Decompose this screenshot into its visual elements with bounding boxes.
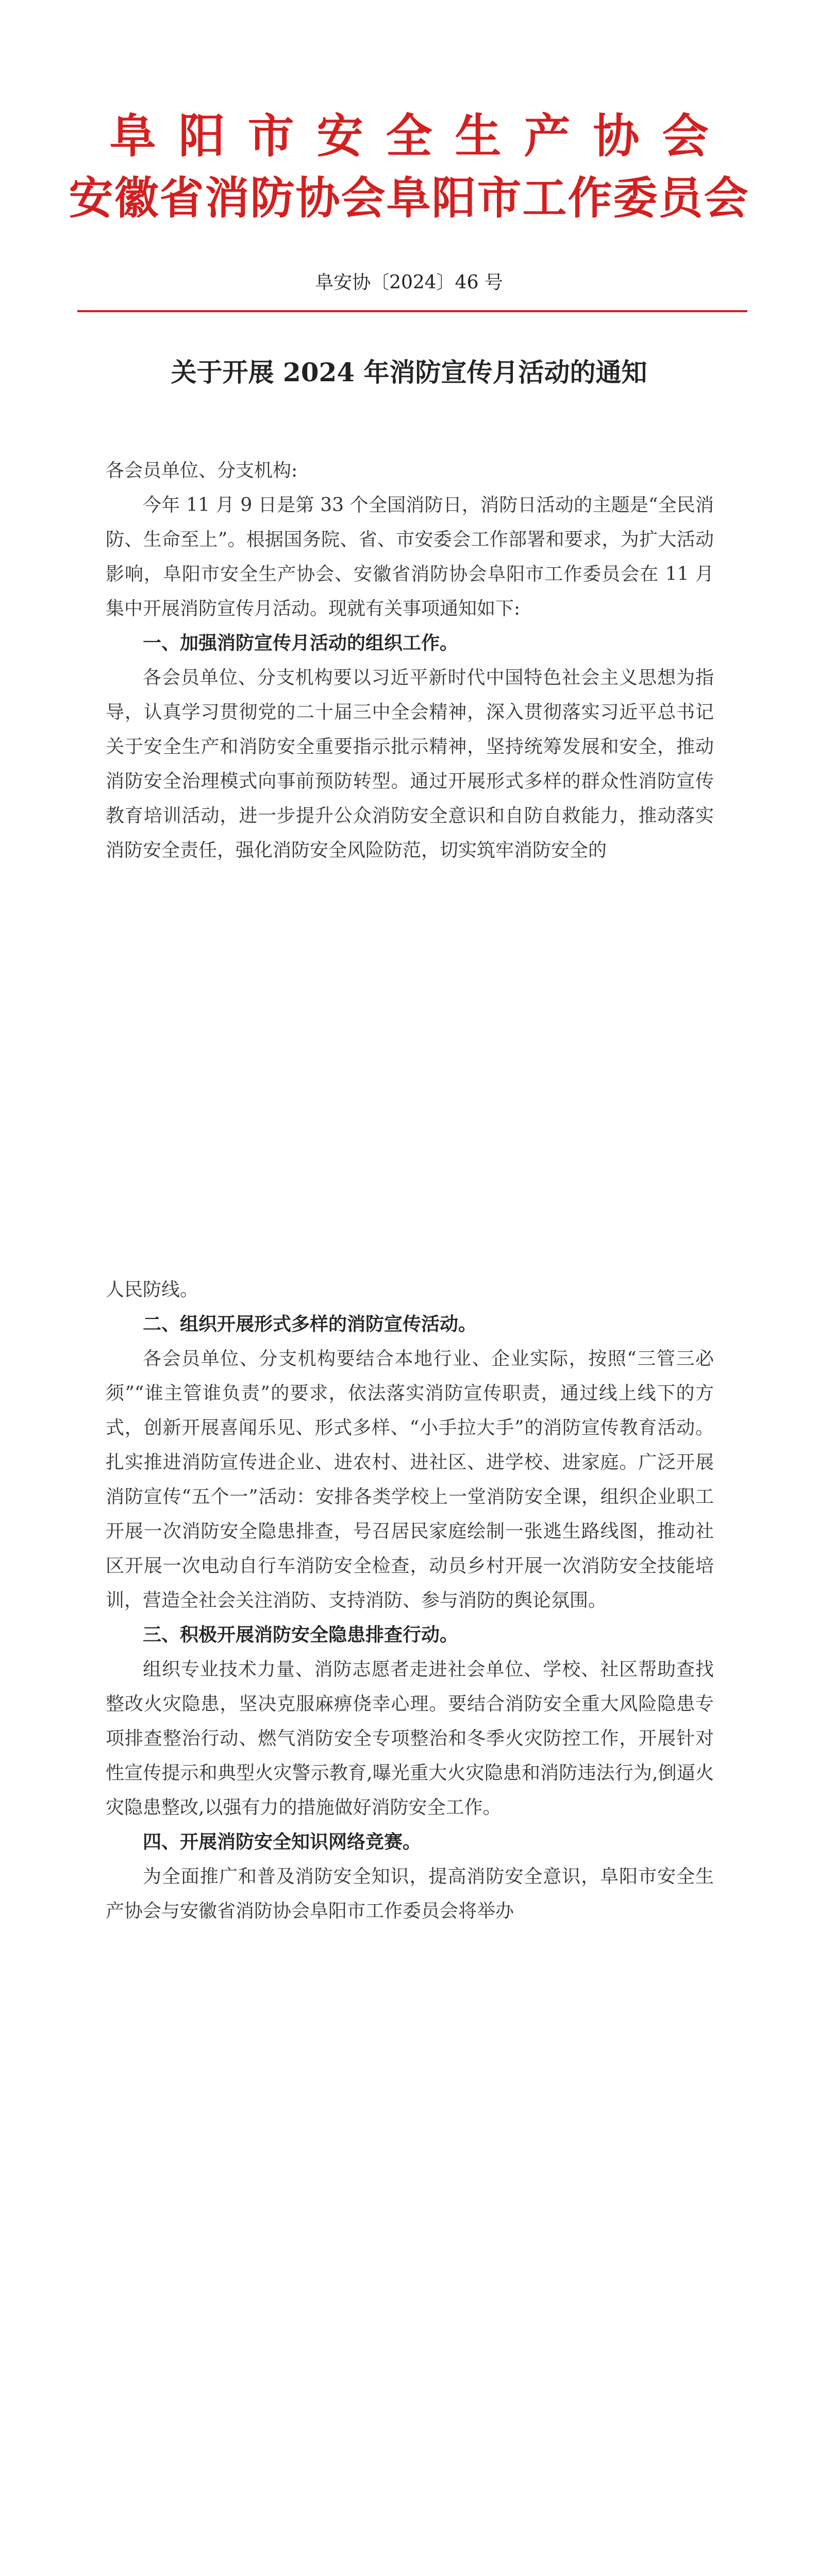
section-2-text: 各会员单位、分支机构要结合本地行业、企业实际，按照“三管三必须”“谁主管谁负责”的要求，依法落实消防宣传职责，通过线上线下的方式，创新开展喜闻乐见、形式多样、“小手拉大手”的消防宣传教育活动。扎实推进消防宣传进企业、进农村、进社区、进学校、进家庭。广泛开展消防宣传“五个一”活动：安排各类学校上一堂消防安全课，组织企业职工开展一次消防安全隐患排查，号召居民家庭绘制一张逃生路线图，推动社区开展一次电动自行车消防安全检查，动员乡村开展一次消防安全技能培训，营造全社会关注消防、支持消防、参与消防的舆论氛围。 bbox=[106, 1348, 714, 1611]
org-name-line2: 安徽省消防协会阜阳市工作委员会 bbox=[69, 173, 749, 224]
section-1-text: 各会员单位、分支机构要以习近平新时代中国特色社会主义思想为指导，认真学习贯彻党的二十届三中全会精神，深入贯彻落实习近平总书记关于安全生产和消防安全重要指示批示精神，坚持统筹发展和安全，推动消防安全治理模式向事前预防转型。通过开展形式多样的群众性消防宣传教育培训活动，进一步提升公众消防安全意识和自防自救能力，推动落实消防安全责任，强化消防安全风险防范，切实筑牢消防安全的 bbox=[106, 667, 714, 861]
section-2-heading: 二、组织开展形式多样的消防宣传活动。 bbox=[143, 1314, 477, 1335]
section-4-heading: 四、开展消防安全知识网络竞赛。 bbox=[143, 1832, 422, 1853]
org-name-line1: 阜阳市安全生产协会 bbox=[109, 109, 731, 163]
section-4-text: 为全面推广和普及消防安全知识，提高消防安全意识，阜阳市安全生产协会与安徽省消防协会阜阳市工作委员会将举办 bbox=[106, 1866, 714, 1922]
document-title: 关于开展 2024 年消防宣传月活动的通知 bbox=[171, 357, 647, 387]
section-1-heading: 一、加强消防宣传月活动的组织工作。 bbox=[143, 633, 459, 654]
section-1-text-continued: 人民防线。 bbox=[106, 1279, 199, 1300]
body-part-2 bbox=[106, 1273, 714, 1928]
section-3-text: 组织专业技术力量、消防志愿者走进社会单位、学校、社区帮助查找整改火灾隐患，坚决克服麻痹侥幸心理。要结合消防安全重大风险隐患专项排查整治行动、燃气消防安全专项整治和冬季火灾防控工作，开展针对性宣传提示和典型火灾警示教育,曝光重大火灾隐患和消防违法行为,倒逼火灾隐患整改,以强有力的措施做好消防安全工作。 bbox=[106, 1659, 714, 1818]
document-number: 阜安协〔2024〕46 号 bbox=[315, 272, 503, 293]
section-3-heading: 三、积极开展消防安全隐患排查行动。 bbox=[143, 1624, 459, 1646]
intro-paragraph: 今年 11 月 9 日是第 33 个全国消防日，消防日活动的主题是“全民消防、生命至上”。根据国务院、省、市安委会工作部署和要求，为扩大活动影响，阜阳市安全生产协会、安徽省消防协会阜阳市工作委员会在 11 月集中开展消防宣传月活动。现就有关事项通知如下: bbox=[106, 495, 714, 619]
red-divider bbox=[77, 310, 747, 312]
body-part-1 bbox=[106, 453, 714, 868]
salutation: 各会员单位、分支机构: bbox=[106, 460, 298, 481]
